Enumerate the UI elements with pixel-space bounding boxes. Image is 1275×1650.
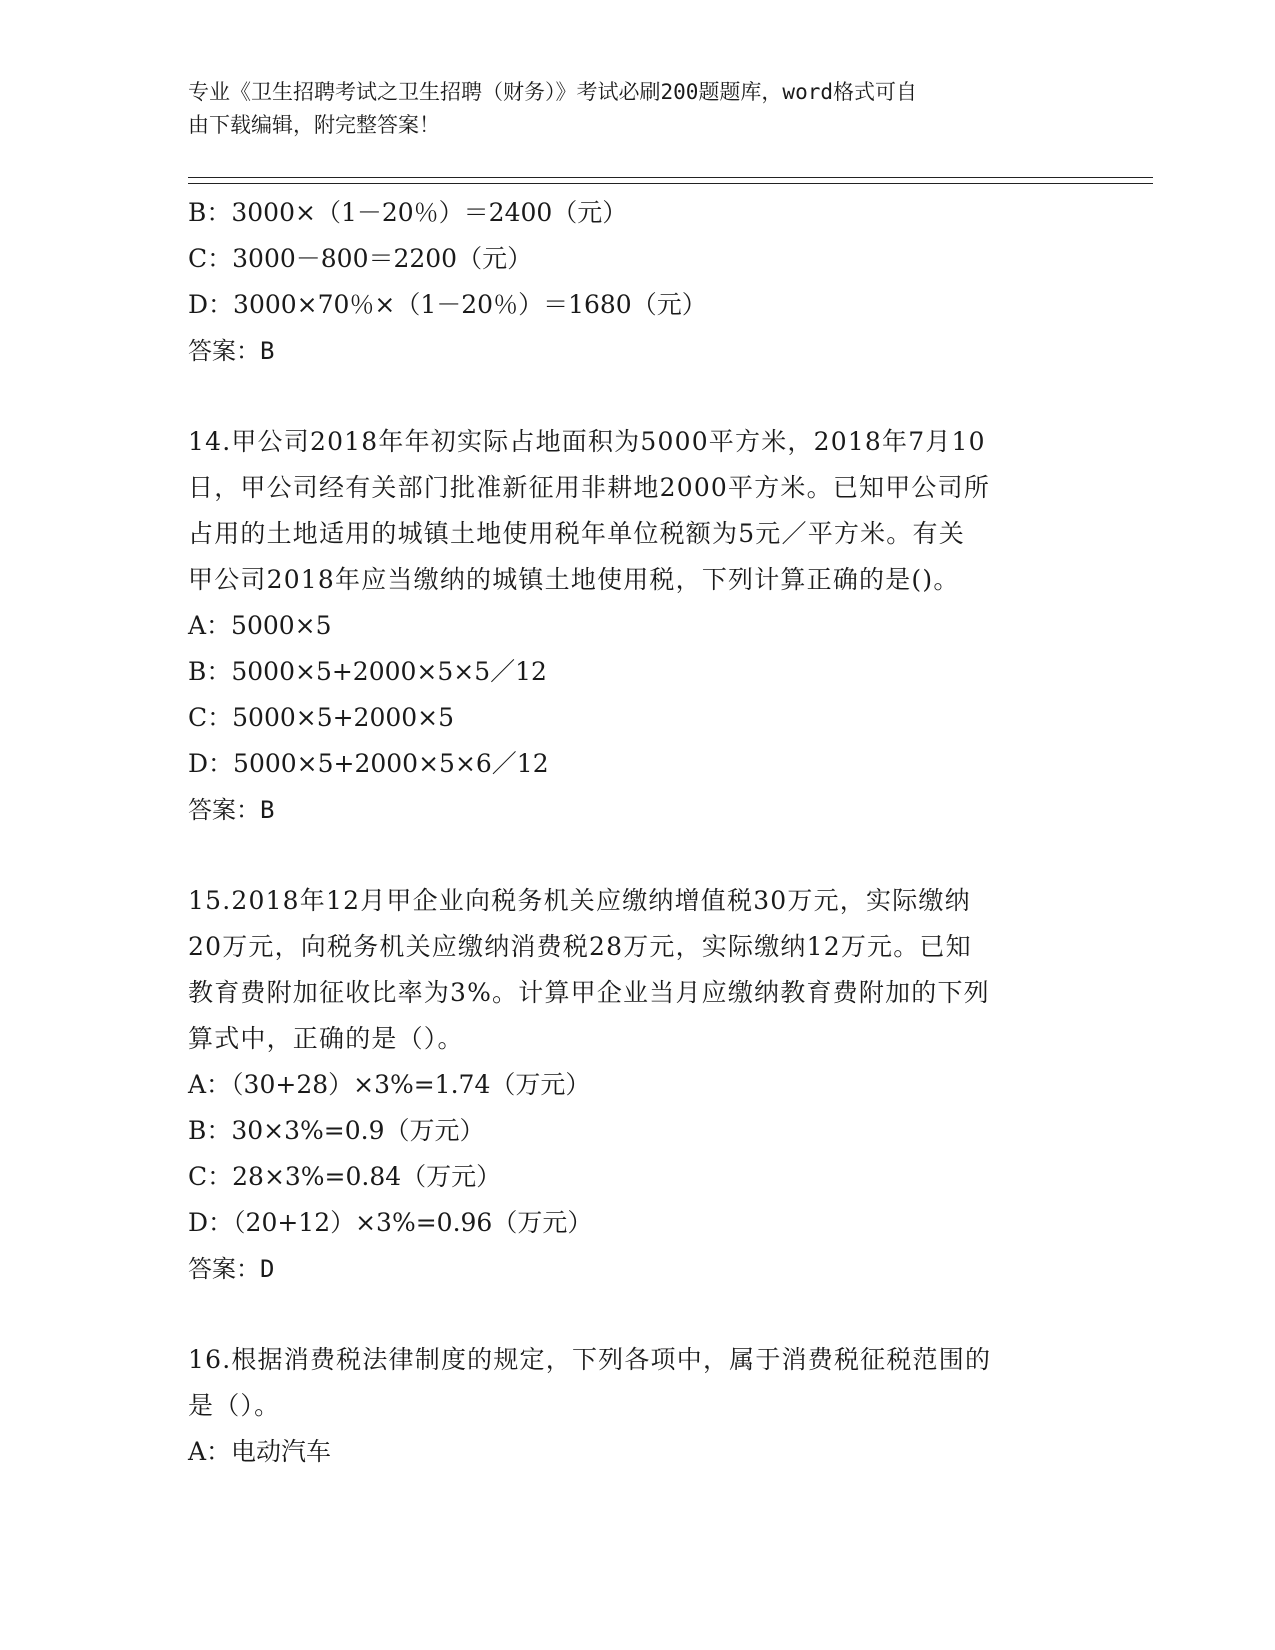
question-text-line: 16.根据消费税法律制度的规定，下列各项中，属于消费税征税范围的: [188, 1345, 992, 1374]
question-text-line: 算式中，正确的是（）。: [188, 1024, 464, 1053]
document-header: [188, 76, 1088, 142]
option-c: C：28×3%=0.84（万元）: [188, 1162, 502, 1191]
question-text-line: 是（）。: [188, 1391, 281, 1420]
header-line-1: 专业《卫生招聘考试之卫生招聘（财务）》考试必刷200题题库，word格式可自: [188, 80, 917, 104]
header-divider-top: [188, 177, 1153, 178]
question-text-line: 15.2018年12月甲企业向税务机关应缴纳增值税30万元，实际缴纳: [188, 886, 971, 915]
option-d: D：5000×5+2000×5×6／12: [188, 749, 549, 778]
answer-line: 答案：B: [188, 796, 275, 824]
header-divider-bottom: [188, 183, 1153, 184]
question-text-line: 14.甲公司2018年年初实际占地面积为5000平方米，2018年7月10: [188, 427, 986, 456]
option-c: C：5000×5+2000×5: [188, 703, 455, 732]
option-a: A：（30+28）×3%=1.74（万元）: [188, 1070, 591, 1099]
previous-question-block: [188, 190, 1088, 374]
question-14: [188, 419, 1088, 833]
option-d: D：（20+12）×3%=0.96（万元）: [188, 1208, 593, 1237]
question-text-line: 教育费附加征收比率为3%。计算甲企业当月应缴纳教育费附加的下列: [188, 978, 990, 1007]
question-16: [188, 1337, 1088, 1475]
header-line-2: 由下载编辑，附完整答案！: [188, 113, 440, 137]
option-d: D：3000×70％×（1－20％）＝1680（元）: [188, 290, 707, 319]
question-text-line: 甲公司2018年应当缴纳的城镇土地使用税，下列计算正确的是()。: [188, 565, 960, 594]
question-15: [188, 878, 1088, 1292]
option-a: A：电动汽车: [188, 1437, 332, 1466]
question-text-line: 占用的土地适用的城镇土地使用税年单位税额为5元／平方米。有关: [188, 519, 965, 548]
option-a: A：5000×5: [188, 611, 332, 640]
option-b: B：30×3%=0.9（万元）: [188, 1116, 485, 1145]
option-b: B：5000×5+2000×5×5／12: [188, 657, 547, 686]
answer-line: 答案：B: [188, 337, 275, 365]
question-text-line: 20万元，向税务机关应缴纳消费税28万元，实际缴纳12万元。已知: [188, 932, 972, 961]
question-content: [188, 190, 1088, 1475]
option-c: C：3000－800＝2200（元）: [188, 244, 533, 273]
answer-line: 答案：D: [188, 1255, 275, 1283]
question-text-line: 日，甲公司经有关部门批准新征用非耕地2000平方米。已知甲公司所: [188, 473, 991, 502]
option-b: B：3000×（1－20％）＝2400（元）: [188, 198, 628, 227]
